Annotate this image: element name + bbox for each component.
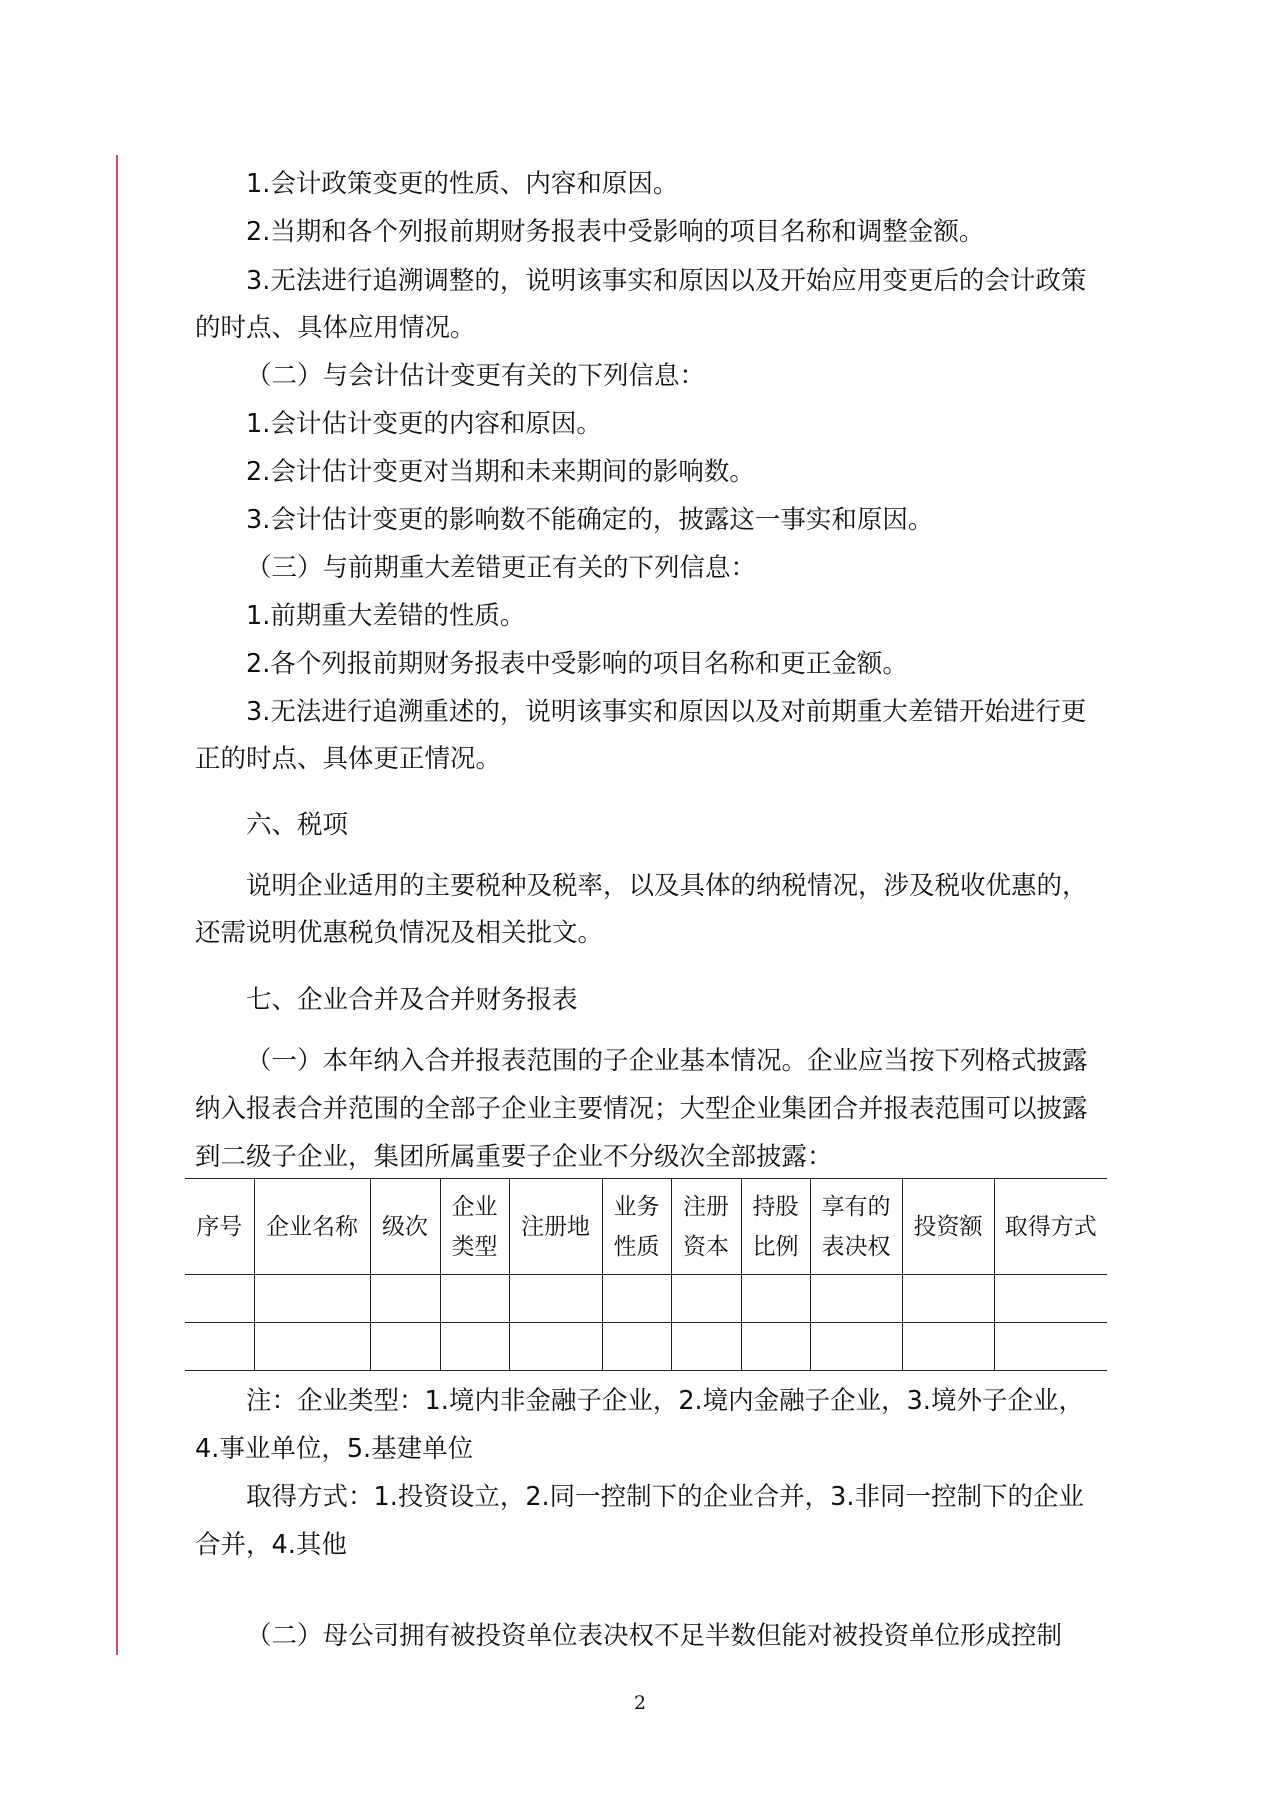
col-header-voting: 享有的 表决权: [810, 1179, 902, 1275]
col-header-holding: 持股 比例: [741, 1179, 810, 1275]
note-type-a: 注：企业类型：1.境内非金融子企业，2.境内金融子企业，3.境外子企业，: [246, 1386, 1084, 1416]
page-number: 2: [633, 1692, 647, 1714]
col-header-name: 企业名称: [254, 1179, 370, 1275]
heading-estimate: （二）与会计估计变更有关的下列信息：: [246, 361, 706, 391]
para-estimate-1: 1.会计估计变更的内容和原因。: [246, 409, 602, 439]
para-tax-a: 说明企业适用的主要税种及税率，以及具体的纳税情况，涉及税收优惠的，: [246, 871, 1088, 901]
para-error-1: 1.前期重大差错的性质。: [246, 601, 526, 631]
col-header-type: 企业 类型: [440, 1179, 509, 1275]
col-header-level: 级次: [370, 1179, 440, 1275]
section-tax-heading: 六、税项: [246, 810, 349, 840]
col-header-location: 注册地: [509, 1179, 602, 1275]
note-method-a: 取得方式：1.投资设立，2.同一控制下的企业合并，3.非同一控制下的企业: [246, 1482, 1084, 1512]
col-header-index: 序号: [185, 1179, 254, 1275]
subsidiary-table: [185, 1178, 1107, 1371]
margin-rule: [116, 155, 118, 1655]
para-policy-2: 2.当期和各个列报前期财务报表中受影响的项目名称和调整金额。: [246, 217, 985, 247]
para-estimate-3: 3.会计估计变更的影响数不能确定的，披露这一事实和原因。: [246, 505, 934, 535]
table-header-row: [185, 1179, 1107, 1275]
para-error-3b: 正的时点、具体更正情况。: [195, 744, 502, 774]
col-header-capital: 注册 资本: [671, 1179, 741, 1275]
table-row: [185, 1323, 1107, 1371]
para-error-3a: 3.无法进行追溯重述的，说明该事实和原因以及对前期重大差错开始进行更: [246, 697, 1087, 727]
para-merger-a: （一）本年纳入合并报表范围的子企业基本情况。企业应当按下列格式披露: [246, 1046, 1088, 1076]
para-control: （二）母公司拥有被投资单位表决权不足半数但能对被投资单位形成控制: [246, 1621, 1063, 1651]
col-header-investment: 投资额: [902, 1179, 994, 1275]
note-method-b: 合并，4.其他: [195, 1530, 347, 1560]
note-type-b: 4.事业单位，5.基建单位: [195, 1434, 474, 1464]
heading-error: （三）与前期重大差错更正有关的下列信息：: [246, 553, 757, 583]
table-row: [185, 1275, 1107, 1323]
para-policy-1: 1.会计政策变更的性质、内容和原因。: [246, 169, 679, 199]
col-header-acquisition: 取得方式: [994, 1179, 1107, 1275]
para-policy-3b: 的时点、具体应用情况。: [195, 313, 476, 343]
para-policy-3a: 3.无法进行追溯调整的，说明该事实和原因以及开始应用变更后的会计政策: [246, 266, 1087, 296]
para-error-2: 2.各个列报前期财务报表中受影响的项目名称和更正金额。: [246, 649, 908, 679]
para-estimate-2: 2.会计估计变更对当期和未来期间的影响数。: [246, 457, 755, 487]
para-merger-b: 纳入报表合并范围的全部子企业主要情况；大型企业集团合并报表范围可以披露: [195, 1094, 1088, 1124]
para-tax-b: 还需说明优惠税负情况及相关批文。: [195, 918, 604, 948]
para-merger-c: 到二级子企业，集团所属重要子企业不分级次全部披露：: [195, 1142, 833, 1172]
col-header-business: 业务 性质: [602, 1179, 671, 1275]
section-merger-heading: 七、企业合并及合并财务报表: [246, 985, 578, 1015]
